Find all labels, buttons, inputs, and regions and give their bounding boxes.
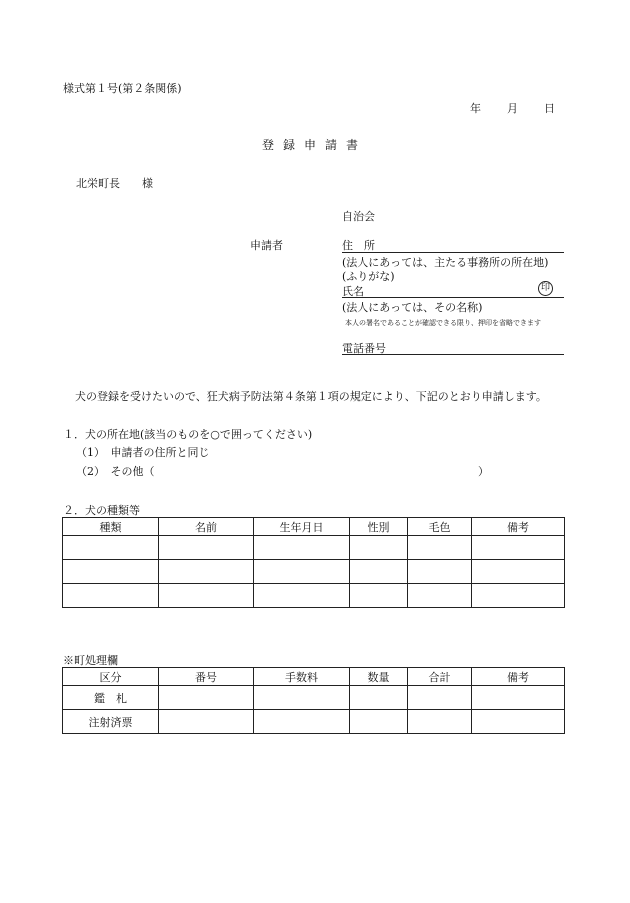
table-row — [63, 584, 565, 608]
application-statement: 犬の登録を受けたいので、狂犬病予防法第４条第１項の規定により、下記のとおり申請します。 — [75, 390, 547, 403]
office-remarks-cell[interactable] — [472, 686, 565, 710]
location-option-1: （1） 申請者の住所と同じ — [76, 446, 210, 459]
birthdate-cell[interactable] — [254, 536, 350, 560]
office-header-row — [63, 668, 565, 686]
col-header-number: 番号 — [159, 668, 254, 686]
dog-name-cell[interactable] — [159, 584, 254, 608]
coat-color-cell[interactable] — [408, 584, 472, 608]
col-header-quantity: 数量 — [350, 668, 408, 686]
table-row — [63, 686, 565, 710]
total-cell[interactable] — [408, 710, 472, 734]
total-cell[interactable] — [408, 686, 472, 710]
table-row — [63, 536, 565, 560]
office-use-heading: ※町処理欄 — [63, 654, 118, 667]
corporate-address-note: (法人にあっては、主たる事務所の所在地) — [342, 256, 549, 269]
seal-mark: 印 — [538, 281, 553, 296]
col-header-fee: 手数料 — [254, 668, 350, 686]
sex-cell[interactable] — [350, 560, 408, 584]
document-title: 登録申請書 — [262, 138, 368, 152]
col-header-office-remarks: 備考 — [472, 668, 565, 686]
number-cell[interactable] — [159, 686, 254, 710]
location-option-2-close: ） — [478, 465, 489, 478]
col-header-breed: 種類 — [63, 518, 159, 536]
col-header-birthdate: 生年月日 — [254, 518, 350, 536]
association-label: 自治会 — [342, 210, 375, 223]
table-row — [63, 710, 565, 734]
fee-cell[interactable] — [254, 686, 350, 710]
sex-cell[interactable] — [350, 584, 408, 608]
table-row — [63, 560, 565, 584]
corporate-name-note: (法人にあっては、その名称) — [342, 301, 483, 314]
remarks-cell[interactable] — [472, 560, 565, 584]
signature-note: 本人の署名であることが確認できる限り、押印を省略できます — [345, 319, 541, 327]
address-label: 住 所 — [342, 239, 375, 252]
sex-cell[interactable] — [350, 536, 408, 560]
applicant-label: 申請者 — [250, 239, 283, 252]
location-option-2: （2） その他（ — [76, 465, 155, 478]
office-remarks-cell[interactable] — [472, 710, 565, 734]
form-number: 様式第１号(第２条関係) — [63, 82, 182, 95]
date-day: 日 — [544, 102, 555, 115]
remarks-cell[interactable] — [472, 584, 565, 608]
dog-info-header-row — [63, 518, 565, 536]
breed-cell[interactable] — [63, 584, 159, 608]
name-underline — [342, 297, 564, 298]
col-header-coat-color: 毛色 — [408, 518, 472, 536]
date-month: 月 — [507, 102, 518, 115]
birthdate-cell[interactable] — [254, 560, 350, 584]
fee-cell[interactable] — [254, 710, 350, 734]
dog-name-cell[interactable] — [159, 536, 254, 560]
addressee: 北栄町長 様 — [76, 177, 153, 190]
furigana-label: (ふりがな) — [342, 270, 395, 283]
dog-info-table — [62, 517, 565, 608]
number-cell[interactable] — [159, 710, 254, 734]
phone-label: 電話番号 — [342, 342, 386, 355]
birthdate-cell[interactable] — [254, 584, 350, 608]
phone-underline — [342, 354, 564, 355]
col-header-sex: 性別 — [350, 518, 408, 536]
date-line — [470, 100, 555, 116]
name-label: 氏名 — [342, 285, 364, 298]
category-cell: 注射済票 — [63, 710, 159, 734]
quantity-cell[interactable] — [350, 710, 408, 734]
coat-color-cell[interactable] — [408, 536, 472, 560]
section1-heading: １．犬の所在地(該当のものを○で囲ってください) — [63, 428, 313, 441]
breed-cell[interactable] — [63, 560, 159, 584]
dog-name-cell[interactable] — [159, 560, 254, 584]
category-cell: 鑑 札 — [63, 686, 159, 710]
col-header-remarks: 備考 — [472, 518, 565, 536]
quantity-cell[interactable] — [350, 686, 408, 710]
col-header-total: 合計 — [408, 668, 472, 686]
col-header-category: 区分 — [63, 668, 159, 686]
remarks-cell[interactable] — [472, 536, 565, 560]
col-header-name: 名前 — [159, 518, 254, 536]
coat-color-cell[interactable] — [408, 560, 472, 584]
address-underline — [342, 252, 564, 253]
office-use-table — [62, 667, 565, 734]
breed-cell[interactable] — [63, 536, 159, 560]
section2-heading: ２．犬の種類等 — [63, 504, 140, 517]
date-year: 年 — [470, 102, 481, 115]
